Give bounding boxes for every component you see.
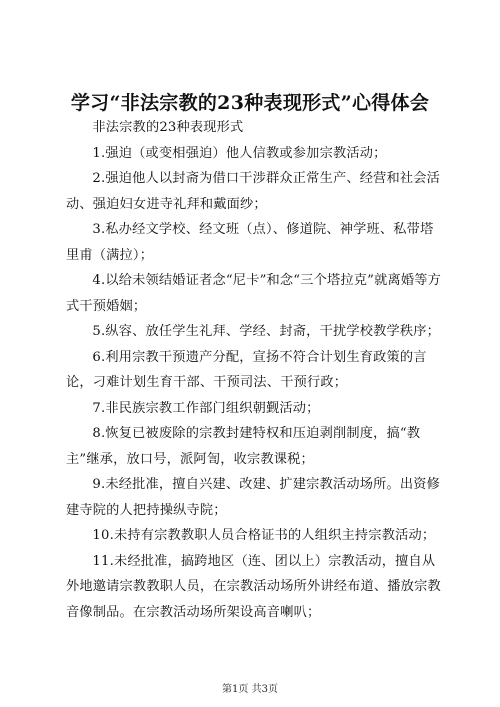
paragraph: 10.未持有宗教教职人员合格证书的人组织主持宗教活动； [92, 528, 436, 543]
paragraph: 4.以给未领结婚证者念“尼卡”和念“三个塔拉克”就离婚等方式干预婚姻； [66, 273, 442, 314]
page-footer: 第1页 共3页 [222, 684, 278, 695]
section-subtitle: 非法宗教的23种表现形式 [92, 120, 244, 135]
document-title: 学习“非法宗教的23种表现形式”心得体会 [70, 92, 430, 114]
paragraph: 1.强迫（或变相强迫）他人信教或参加宗教活动； [92, 145, 387, 161]
document-body [66, 115, 444, 625]
paragraph: 2.强迫他人以封斋为借口干涉群众正常生产、经营和社会活动、强迫妇女进寺礼拜和戴面纱； [66, 171, 441, 212]
paragraph: 9.未经批准，擅自兴建、改建、扩建宗教活动场所。出资修建寺院的人把持操纵寺院； [66, 477, 441, 518]
paragraph: 5.纵容、放任学生礼拜、学经、封斋，干扰学校教学秩序； [92, 324, 441, 339]
paragraph: 8.恢复已被废除的宗教封建特权和压迫剥削制度，搞“教主”继承，放口号，派阿訇，收宗教课税； [66, 426, 421, 467]
paragraph: 7.非民族宗教工作部门组织朝觐活动； [92, 400, 320, 416]
paragraph: 11.未经批准，搞跨地区（连、团以上）宗教活动，擅自从外地邀请宗教教职人员，在宗教活动场所外讲经布道、播放宗教音像制品。在宗教活动场所架设高音喇叭； [66, 553, 441, 620]
paragraph: 3.私办经文学校、经文班（点）、修道院、神学班、私带塔里甫（满拉）； [66, 222, 434, 263]
paragraph: 6.利用宗教干预遗产分配，宣扬不符合计划生育政策的言论，刁难计划生育干部、干预司法、干预行政； [66, 349, 427, 390]
